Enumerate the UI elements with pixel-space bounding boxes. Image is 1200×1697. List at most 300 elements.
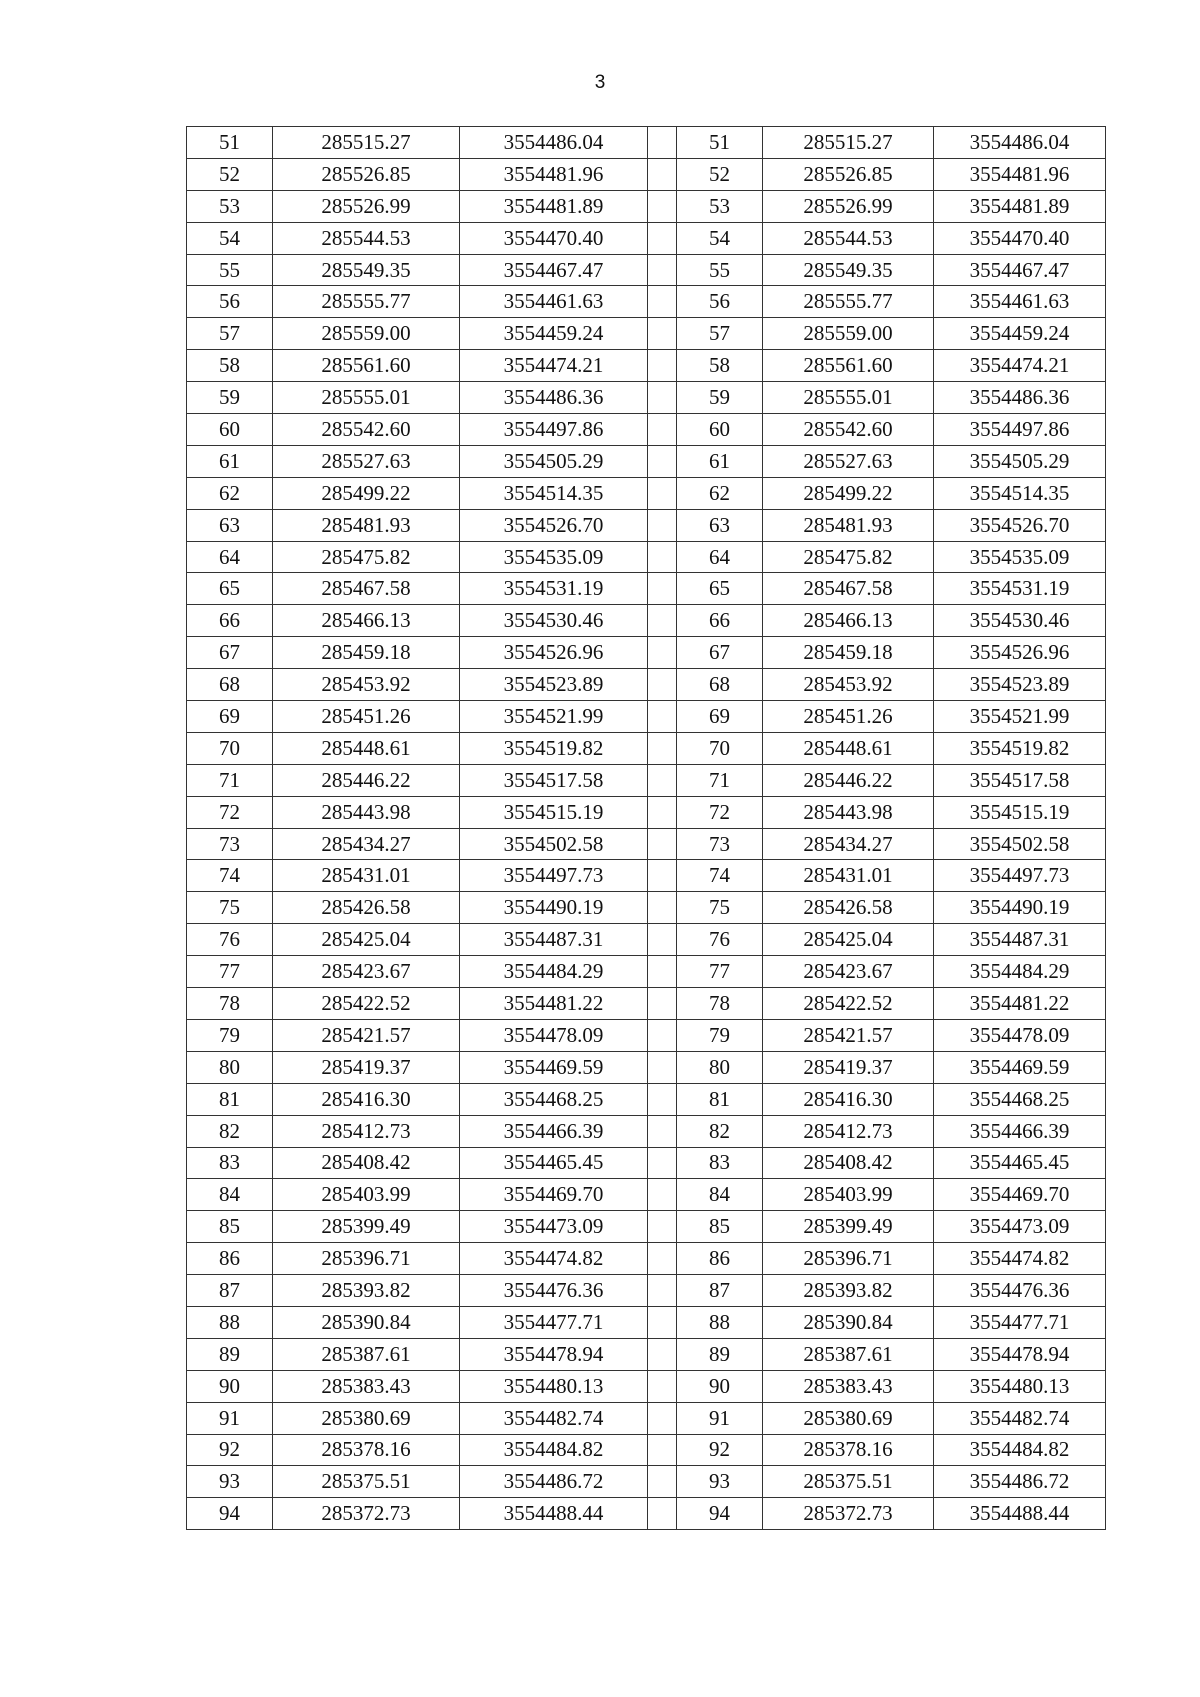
right-y-coordinate-cell: 3554502.58: [934, 828, 1106, 860]
table-row: [187, 573, 1106, 605]
left-y-coordinate-cell: 3554482.74: [460, 1402, 648, 1434]
left-point-number-cell: 73: [187, 828, 273, 860]
table-row: [187, 318, 1106, 350]
table-row: [187, 1211, 1106, 1243]
table-row: [187, 1306, 1106, 1338]
right-x-coordinate-cell: 285542.60: [763, 414, 934, 446]
left-x-coordinate-cell: 285559.00: [273, 318, 460, 350]
left-x-coordinate-cell: 285416.30: [273, 1083, 460, 1115]
right-y-coordinate-cell: 3554482.74: [934, 1402, 1106, 1434]
right-y-coordinate-cell: 3554514.35: [934, 477, 1106, 509]
left-y-coordinate-cell: 3554476.36: [460, 1275, 648, 1307]
right-x-coordinate-cell: 285396.71: [763, 1243, 934, 1275]
left-y-coordinate-cell: 3554461.63: [460, 286, 648, 318]
right-point-number-cell: 85: [677, 1211, 763, 1243]
left-x-coordinate-cell: 285555.01: [273, 382, 460, 414]
right-point-number-cell: 69: [677, 701, 763, 733]
right-point-number-cell: 80: [677, 1051, 763, 1083]
right-point-number-cell: 53: [677, 190, 763, 222]
right-point-number-cell: 59: [677, 382, 763, 414]
left-x-coordinate-cell: 285412.73: [273, 1115, 460, 1147]
right-point-number-cell: 75: [677, 892, 763, 924]
right-y-coordinate-cell: 3554517.58: [934, 764, 1106, 796]
separator-cell: [648, 127, 677, 159]
right-y-coordinate-cell: 3554515.19: [934, 796, 1106, 828]
right-x-coordinate-cell: 285387.61: [763, 1338, 934, 1370]
left-x-coordinate-cell: 285375.51: [273, 1466, 460, 1498]
separator-cell: [648, 1434, 677, 1466]
left-x-coordinate-cell: 285466.13: [273, 605, 460, 637]
separator-cell: [648, 732, 677, 764]
separator-cell: [648, 669, 677, 701]
separator-cell: [648, 573, 677, 605]
right-y-coordinate-cell: 3554459.24: [934, 318, 1106, 350]
table-row: [187, 509, 1106, 541]
left-point-number-cell: 56: [187, 286, 273, 318]
left-point-number-cell: 60: [187, 414, 273, 446]
left-y-coordinate-cell: 3554484.82: [460, 1434, 648, 1466]
left-y-coordinate-cell: 3554468.25: [460, 1083, 648, 1115]
left-y-coordinate-cell: 3554535.09: [460, 541, 648, 573]
separator-cell: [648, 318, 677, 350]
table-row: [187, 286, 1106, 318]
right-point-number-cell: 58: [677, 350, 763, 382]
left-y-coordinate-cell: 3554514.35: [460, 477, 648, 509]
left-point-number-cell: 89: [187, 1338, 273, 1370]
left-y-coordinate-cell: 3554526.96: [460, 637, 648, 669]
left-y-coordinate-cell: 3554515.19: [460, 796, 648, 828]
separator-cell: [648, 796, 677, 828]
left-point-number-cell: 93: [187, 1466, 273, 1498]
separator-cell: [648, 1243, 677, 1275]
table-row: [187, 1275, 1106, 1307]
right-point-number-cell: 92: [677, 1434, 763, 1466]
left-x-coordinate-cell: 285561.60: [273, 350, 460, 382]
table-row: [187, 605, 1106, 637]
separator-cell: [648, 222, 677, 254]
right-point-number-cell: 54: [677, 222, 763, 254]
table-row: [187, 988, 1106, 1020]
right-x-coordinate-cell: 285559.00: [763, 318, 934, 350]
left-point-number-cell: 58: [187, 350, 273, 382]
right-y-coordinate-cell: 3554497.73: [934, 860, 1106, 892]
left-x-coordinate-cell: 285526.85: [273, 158, 460, 190]
left-point-number-cell: 52: [187, 158, 273, 190]
left-point-number-cell: 71: [187, 764, 273, 796]
right-point-number-cell: 88: [677, 1306, 763, 1338]
left-x-coordinate-cell: 285383.43: [273, 1370, 460, 1402]
right-point-number-cell: 64: [677, 541, 763, 573]
left-x-coordinate-cell: 285423.67: [273, 956, 460, 988]
right-y-coordinate-cell: 3554487.31: [934, 924, 1106, 956]
right-x-coordinate-cell: 285372.73: [763, 1498, 934, 1530]
separator-cell: [648, 1179, 677, 1211]
right-x-coordinate-cell: 285431.01: [763, 860, 934, 892]
right-x-coordinate-cell: 285451.26: [763, 701, 934, 733]
separator-cell: [648, 701, 677, 733]
separator-cell: [648, 1275, 677, 1307]
left-y-coordinate-cell: 3554517.58: [460, 764, 648, 796]
right-x-coordinate-cell: 285555.77: [763, 286, 934, 318]
right-y-coordinate-cell: 3554478.94: [934, 1338, 1106, 1370]
table-row: [187, 1402, 1106, 1434]
right-y-coordinate-cell: 3554474.21: [934, 350, 1106, 382]
right-x-coordinate-cell: 285549.35: [763, 254, 934, 286]
separator-cell: [648, 637, 677, 669]
left-y-coordinate-cell: 3554459.24: [460, 318, 648, 350]
left-y-coordinate-cell: 3554526.70: [460, 509, 648, 541]
right-point-number-cell: 61: [677, 445, 763, 477]
left-x-coordinate-cell: 285475.82: [273, 541, 460, 573]
left-point-number-cell: 90: [187, 1370, 273, 1402]
right-x-coordinate-cell: 285380.69: [763, 1402, 934, 1434]
right-x-coordinate-cell: 285419.37: [763, 1051, 934, 1083]
left-x-coordinate-cell: 285549.35: [273, 254, 460, 286]
left-y-coordinate-cell: 3554521.99: [460, 701, 648, 733]
left-x-coordinate-cell: 285380.69: [273, 1402, 460, 1434]
left-point-number-cell: 84: [187, 1179, 273, 1211]
right-x-coordinate-cell: 285475.82: [763, 541, 934, 573]
right-y-coordinate-cell: 3554478.09: [934, 1019, 1106, 1051]
left-x-coordinate-cell: 285467.58: [273, 573, 460, 605]
right-point-number-cell: 74: [677, 860, 763, 892]
separator-cell: [648, 1466, 677, 1498]
separator-cell: [648, 254, 677, 286]
table-row: [187, 732, 1106, 764]
left-x-coordinate-cell: 285542.60: [273, 414, 460, 446]
left-x-coordinate-cell: 285419.37: [273, 1051, 460, 1083]
separator-cell: [648, 892, 677, 924]
right-y-coordinate-cell: 3554480.13: [934, 1370, 1106, 1402]
right-y-coordinate-cell: 3554476.36: [934, 1275, 1106, 1307]
table-row: [187, 860, 1106, 892]
table-row: [187, 477, 1106, 509]
left-x-coordinate-cell: 285372.73: [273, 1498, 460, 1530]
left-x-coordinate-cell: 285387.61: [273, 1338, 460, 1370]
table-row: [187, 796, 1106, 828]
left-x-coordinate-cell: 285446.22: [273, 764, 460, 796]
right-y-coordinate-cell: 3554481.96: [934, 158, 1106, 190]
left-y-coordinate-cell: 3554478.94: [460, 1338, 648, 1370]
left-point-number-cell: 86: [187, 1243, 273, 1275]
right-y-coordinate-cell: 3554477.71: [934, 1306, 1106, 1338]
right-point-number-cell: 91: [677, 1402, 763, 1434]
left-point-number-cell: 91: [187, 1402, 273, 1434]
left-x-coordinate-cell: 285515.27: [273, 127, 460, 159]
right-point-number-cell: 83: [677, 1147, 763, 1179]
right-x-coordinate-cell: 285393.82: [763, 1275, 934, 1307]
left-x-coordinate-cell: 285443.98: [273, 796, 460, 828]
left-y-coordinate-cell: 3554481.96: [460, 158, 648, 190]
separator-cell: [648, 1402, 677, 1434]
right-x-coordinate-cell: 285399.49: [763, 1211, 934, 1243]
left-point-number-cell: 63: [187, 509, 273, 541]
left-y-coordinate-cell: 3554473.09: [460, 1211, 648, 1243]
left-x-coordinate-cell: 285459.18: [273, 637, 460, 669]
separator-cell: [648, 1306, 677, 1338]
right-y-coordinate-cell: 3554526.70: [934, 509, 1106, 541]
left-point-number-cell: 61: [187, 445, 273, 477]
left-point-number-cell: 82: [187, 1115, 273, 1147]
separator-cell: [648, 1083, 677, 1115]
left-x-coordinate-cell: 285431.01: [273, 860, 460, 892]
left-y-coordinate-cell: 3554469.59: [460, 1051, 648, 1083]
right-y-coordinate-cell: 3554469.59: [934, 1051, 1106, 1083]
left-y-coordinate-cell: 3554490.19: [460, 892, 648, 924]
right-y-coordinate-cell: 3554521.99: [934, 701, 1106, 733]
table-row: [187, 669, 1106, 701]
right-x-coordinate-cell: 285453.92: [763, 669, 934, 701]
right-point-number-cell: 93: [677, 1466, 763, 1498]
left-y-coordinate-cell: 3554467.47: [460, 254, 648, 286]
table-row: [187, 1466, 1106, 1498]
left-y-coordinate-cell: 3554484.29: [460, 956, 648, 988]
left-y-coordinate-cell: 3554477.71: [460, 1306, 648, 1338]
right-point-number-cell: 52: [677, 158, 763, 190]
right-x-coordinate-cell: 285412.73: [763, 1115, 934, 1147]
separator-cell: [648, 509, 677, 541]
right-point-number-cell: 81: [677, 1083, 763, 1115]
right-y-coordinate-cell: 3554481.22: [934, 988, 1106, 1020]
right-point-number-cell: 57: [677, 318, 763, 350]
left-point-number-cell: 76: [187, 924, 273, 956]
table-row: [187, 1243, 1106, 1275]
right-point-number-cell: 67: [677, 637, 763, 669]
left-point-number-cell: 81: [187, 1083, 273, 1115]
left-y-coordinate-cell: 3554474.21: [460, 350, 648, 382]
left-x-coordinate-cell: 285422.52: [273, 988, 460, 1020]
coordinate-table: [186, 126, 1106, 1530]
left-point-number-cell: 62: [187, 477, 273, 509]
left-point-number-cell: 78: [187, 988, 273, 1020]
left-y-coordinate-cell: 3554474.82: [460, 1243, 648, 1275]
separator-cell: [648, 828, 677, 860]
right-y-coordinate-cell: 3554484.82: [934, 1434, 1106, 1466]
right-point-number-cell: 79: [677, 1019, 763, 1051]
table-row: [187, 1083, 1106, 1115]
table-row: [187, 1051, 1106, 1083]
separator-cell: [648, 350, 677, 382]
right-point-number-cell: 86: [677, 1243, 763, 1275]
right-point-number-cell: 68: [677, 669, 763, 701]
left-x-coordinate-cell: 285408.42: [273, 1147, 460, 1179]
right-point-number-cell: 71: [677, 764, 763, 796]
left-x-coordinate-cell: 285426.58: [273, 892, 460, 924]
left-point-number-cell: 54: [187, 222, 273, 254]
separator-cell: [648, 158, 677, 190]
left-x-coordinate-cell: 285403.99: [273, 1179, 460, 1211]
table-row: [187, 158, 1106, 190]
right-point-number-cell: 94: [677, 1498, 763, 1530]
right-x-coordinate-cell: 285544.53: [763, 222, 934, 254]
left-point-number-cell: 80: [187, 1051, 273, 1083]
left-point-number-cell: 65: [187, 573, 273, 605]
table-row: [187, 1498, 1106, 1530]
right-y-coordinate-cell: 3554468.25: [934, 1083, 1106, 1115]
left-y-coordinate-cell: 3554480.13: [460, 1370, 648, 1402]
table-row: [187, 701, 1106, 733]
right-point-number-cell: 73: [677, 828, 763, 860]
left-point-number-cell: 83: [187, 1147, 273, 1179]
right-y-coordinate-cell: 3554526.96: [934, 637, 1106, 669]
table-row: [187, 382, 1106, 414]
right-y-coordinate-cell: 3554530.46: [934, 605, 1106, 637]
right-x-coordinate-cell: 285515.27: [763, 127, 934, 159]
right-y-coordinate-cell: 3554486.72: [934, 1466, 1106, 1498]
left-point-number-cell: 85: [187, 1211, 273, 1243]
right-point-number-cell: 87: [677, 1275, 763, 1307]
separator-cell: [648, 382, 677, 414]
right-y-coordinate-cell: 3554535.09: [934, 541, 1106, 573]
right-x-coordinate-cell: 285448.61: [763, 732, 934, 764]
table-row: [187, 1370, 1106, 1402]
left-y-coordinate-cell: 3554488.44: [460, 1498, 648, 1530]
left-x-coordinate-cell: 285499.22: [273, 477, 460, 509]
right-point-number-cell: 55: [677, 254, 763, 286]
left-point-number-cell: 51: [187, 127, 273, 159]
right-point-number-cell: 66: [677, 605, 763, 637]
left-x-coordinate-cell: 285390.84: [273, 1306, 460, 1338]
separator-cell: [648, 286, 677, 318]
left-x-coordinate-cell: 285425.04: [273, 924, 460, 956]
right-x-coordinate-cell: 285422.52: [763, 988, 934, 1020]
separator-cell: [648, 1338, 677, 1370]
table-row: [187, 127, 1106, 159]
right-y-coordinate-cell: 3554505.29: [934, 445, 1106, 477]
left-point-number-cell: 66: [187, 605, 273, 637]
separator-cell: [648, 1370, 677, 1402]
left-point-number-cell: 94: [187, 1498, 273, 1530]
right-point-number-cell: 60: [677, 414, 763, 446]
left-point-number-cell: 59: [187, 382, 273, 414]
right-x-coordinate-cell: 285378.16: [763, 1434, 934, 1466]
left-x-coordinate-cell: 285378.16: [273, 1434, 460, 1466]
right-y-coordinate-cell: 3554466.39: [934, 1115, 1106, 1147]
right-y-coordinate-cell: 3554465.45: [934, 1147, 1106, 1179]
right-x-coordinate-cell: 285459.18: [763, 637, 934, 669]
right-y-coordinate-cell: 3554474.82: [934, 1243, 1106, 1275]
left-y-coordinate-cell: 3554469.70: [460, 1179, 648, 1211]
left-x-coordinate-cell: 285526.99: [273, 190, 460, 222]
left-point-number-cell: 72: [187, 796, 273, 828]
left-x-coordinate-cell: 285448.61: [273, 732, 460, 764]
left-x-coordinate-cell: 285421.57: [273, 1019, 460, 1051]
left-point-number-cell: 64: [187, 541, 273, 573]
left-y-coordinate-cell: 3554519.82: [460, 732, 648, 764]
left-point-number-cell: 88: [187, 1306, 273, 1338]
right-point-number-cell: 76: [677, 924, 763, 956]
left-y-coordinate-cell: 3554466.39: [460, 1115, 648, 1147]
right-point-number-cell: 51: [677, 127, 763, 159]
left-x-coordinate-cell: 285555.77: [273, 286, 460, 318]
table-row: [187, 828, 1106, 860]
left-point-number-cell: 69: [187, 701, 273, 733]
right-x-coordinate-cell: 285561.60: [763, 350, 934, 382]
right-x-coordinate-cell: 285425.04: [763, 924, 934, 956]
table-row: [187, 1019, 1106, 1051]
right-x-coordinate-cell: 285467.58: [763, 573, 934, 605]
left-point-number-cell: 75: [187, 892, 273, 924]
left-x-coordinate-cell: 285399.49: [273, 1211, 460, 1243]
left-point-number-cell: 67: [187, 637, 273, 669]
left-x-coordinate-cell: 285453.92: [273, 669, 460, 701]
left-x-coordinate-cell: 285434.27: [273, 828, 460, 860]
left-y-coordinate-cell: 3554486.04: [460, 127, 648, 159]
left-y-coordinate-cell: 3554481.22: [460, 988, 648, 1020]
separator-cell: [648, 860, 677, 892]
right-x-coordinate-cell: 285383.43: [763, 1370, 934, 1402]
separator-cell: [648, 1211, 677, 1243]
left-point-number-cell: 68: [187, 669, 273, 701]
separator-cell: [648, 541, 677, 573]
separator-cell: [648, 477, 677, 509]
left-x-coordinate-cell: 285544.53: [273, 222, 460, 254]
table-row: [187, 541, 1106, 573]
separator-cell: [648, 924, 677, 956]
right-x-coordinate-cell: 285416.30: [763, 1083, 934, 1115]
table-row: [187, 1338, 1106, 1370]
separator-cell: [648, 764, 677, 796]
right-point-number-cell: 84: [677, 1179, 763, 1211]
left-point-number-cell: 53: [187, 190, 273, 222]
right-x-coordinate-cell: 285426.58: [763, 892, 934, 924]
separator-cell: [648, 1019, 677, 1051]
right-point-number-cell: 89: [677, 1338, 763, 1370]
left-y-coordinate-cell: 3554478.09: [460, 1019, 648, 1051]
right-point-number-cell: 72: [677, 796, 763, 828]
right-y-coordinate-cell: 3554486.04: [934, 127, 1106, 159]
right-y-coordinate-cell: 3554473.09: [934, 1211, 1106, 1243]
left-x-coordinate-cell: 285451.26: [273, 701, 460, 733]
left-y-coordinate-cell: 3554487.31: [460, 924, 648, 956]
left-y-coordinate-cell: 3554531.19: [460, 573, 648, 605]
left-point-number-cell: 74: [187, 860, 273, 892]
left-y-coordinate-cell: 3554481.89: [460, 190, 648, 222]
right-y-coordinate-cell: 3554531.19: [934, 573, 1106, 605]
page-number: 3: [594, 72, 606, 93]
right-point-number-cell: 78: [677, 988, 763, 1020]
right-x-coordinate-cell: 285555.01: [763, 382, 934, 414]
table-row: [187, 892, 1106, 924]
left-y-coordinate-cell: 3554470.40: [460, 222, 648, 254]
right-point-number-cell: 56: [677, 286, 763, 318]
separator-cell: [648, 1147, 677, 1179]
right-y-coordinate-cell: 3554486.36: [934, 382, 1106, 414]
right-y-coordinate-cell: 3554469.70: [934, 1179, 1106, 1211]
left-x-coordinate-cell: 285481.93: [273, 509, 460, 541]
separator-cell: [648, 445, 677, 477]
right-x-coordinate-cell: 285375.51: [763, 1466, 934, 1498]
table-row: [187, 924, 1106, 956]
left-y-coordinate-cell: 3554497.73: [460, 860, 648, 892]
right-x-coordinate-cell: 285423.67: [763, 956, 934, 988]
left-y-coordinate-cell: 3554497.86: [460, 414, 648, 446]
right-x-coordinate-cell: 285526.99: [763, 190, 934, 222]
table-row: [187, 1434, 1106, 1466]
left-point-number-cell: 87: [187, 1275, 273, 1307]
table-row: [187, 350, 1106, 382]
separator-cell: [648, 1498, 677, 1530]
table-row: [187, 445, 1106, 477]
separator-cell: [648, 1115, 677, 1147]
right-x-coordinate-cell: 285443.98: [763, 796, 934, 828]
left-x-coordinate-cell: 285393.82: [273, 1275, 460, 1307]
left-point-number-cell: 57: [187, 318, 273, 350]
right-point-number-cell: 65: [677, 573, 763, 605]
right-x-coordinate-cell: 285421.57: [763, 1019, 934, 1051]
separator-cell: [648, 988, 677, 1020]
right-x-coordinate-cell: 285526.85: [763, 158, 934, 190]
